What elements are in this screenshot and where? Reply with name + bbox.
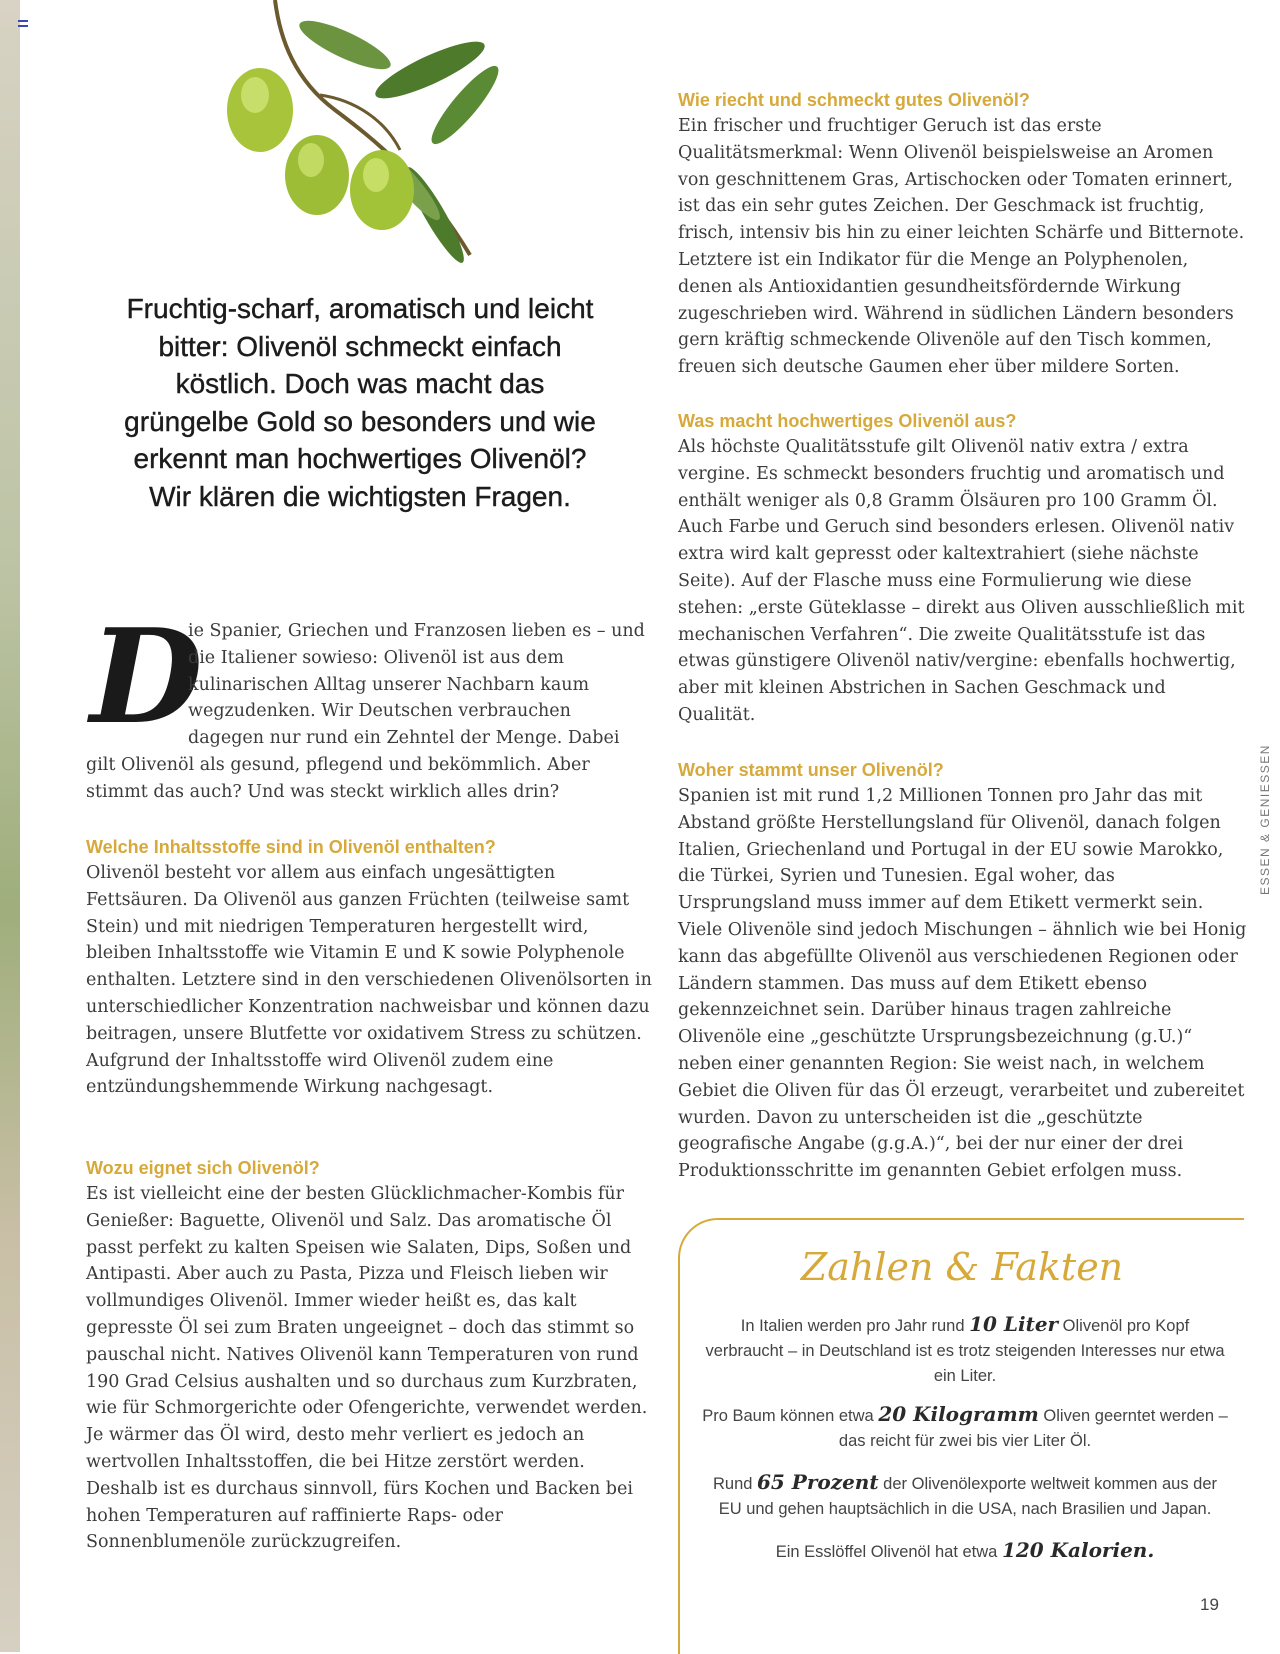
section-heading: Was macht hochwertiges Olivenöl aus? bbox=[678, 411, 1017, 431]
facts-title: Zahlen & Fakten bbox=[800, 1245, 1124, 1289]
section-taste bbox=[678, 87, 1248, 381]
section-side-label: ESSEN & GENIESSEN bbox=[1258, 744, 1272, 895]
dropcap-d bbox=[86, 600, 203, 753]
fact-highlight: 65 Prozent bbox=[757, 1470, 879, 1494]
section-quality bbox=[678, 408, 1248, 729]
fact-item: In Italien werden pro Jahr rund 10 Liter Olivenöl pro Kopf verbraucht – in Deutschland ist es trotz steigenden Interesses nur etwa ein Liter. bbox=[705, 1312, 1225, 1385]
fact-highlight: 120 Kalorien. bbox=[1001, 1538, 1155, 1562]
lead-text: ie Spanier, Griechen und Franzosen lieben es – und die Italiener sowieso: Olivenöl ist aus dem kulinarischen Alltag unserer Nachbarn kaum wegzudenken. Wir Deutschen verbrauchen dagegen nur rund ein Zehntel der Menge. Dabei gilt Olivenöl als gesund, pflegend und bekömmlich. Aber stimmt das auch? Und was steckt wirklich alles drin? bbox=[86, 621, 645, 802]
facts-box bbox=[678, 1218, 1244, 1654]
lead-paragraph bbox=[86, 600, 652, 806]
section-usage bbox=[86, 1155, 652, 1556]
section-heading: Wozu eignet sich Olivenöl? bbox=[86, 1158, 320, 1178]
section-text: Es ist vielleicht eine der besten Glücklichmacher-Kombis für Genießer: Baguette, Olivenöl und Salz. Das aromatische Öl passt perfekt zu kalten Speisen wie Salaten, Dips, Soßen und Antipasti. Aber auch zu Pasta, Pizza und Fleisch lieben wir vollmundiges Olivenöl. Immer wieder heißt es, das kalt gepresste Öl sei zum Braten ungeeignet – doch das stimmt so pauschal nicht. Natives Olivenöl kann Temperaturen von rund 190 Grad Celsius aushalten und so durchaus zum Kurzbraten, wie für Schmorgerichte oder Ofengerichte, verwendet werden. Je wärmer das Öl wird, desto mehr verliert es jedoch an wertvollen Inhaltsstoffen, die bei Hitze zerstört werden. Deshalb ist es durchaus sinnvoll, fürs Kochen und Backen bei hohen Temperaturen auf raffinierte Raps- oder Sonnenblumenöle zurückzugreifen. bbox=[86, 1184, 648, 1553]
section-text: Als höchste Qualitätsstufe gilt Olivenöl nativ extra / extra vergine. Es schmeckt besonders fruchtig und aromatisch und enthält weniger als 0,8 Gramm Ölsäuren pro 100 Gramm Öl. Auch Farbe und Geruch sind besonders erlesen. Olivenöl nativ extra wird kalt gepresst oder kaltextrahiert (siehe nächste Seite). Auf der Flasche muss eine Formulierung wie diese stehen: „erste Güteklasse – direkt aus Oliven ausschließlich mit mechanischen Verfahren“. Die zweite Qualitätsstufe ist das etwas günstigere Olivenöl nativ/vergine: ebenfalls hochwertig, aber mit kleinen Abstrichen in Sachen Geschmack und Qualität. bbox=[678, 437, 1245, 725]
section-text: Spanien ist mit rund 1,2 Millionen Tonnen pro Jahr das mit Abstand größte Herstellungsland für Olivenöl, danach folgen Italien, Griechenland und Portugal in der EU sowie Marokko, die Türkei, Syrien und Tunesien. Egal woher, das Ursprungsland muss immer auf dem Etikett vermerkt sein. Viele Olivenöle sind jedoch Mischungen – ähnlich wie bei Honig kann das abgefüllte Olivenöl aus verschiedenen Regionen oder Ländern stammen. Das muss auf dem Etikett ebenso gekennzeichnet sein. Darüber hinaus tragen zahlreiche Olivenöle eine „geschützte Ursprungsbezeichnung (g.U.)“ neben einer genannten Region: Sie weist nach, in welchem Gebiet die Oliven für das Öl erzeugt, verarbeitet und zubereitet wurden. Davon zu unterscheiden ist die „geschützte geografische Angabe (g.g.A.)“, bei der nur einer der drei Produktionsschritte im genannten Gebiet erfolgen muss. bbox=[678, 786, 1247, 1182]
fact-item: Ein Esslöffel Olivenöl hat etwa 120 Kalorien. bbox=[775, 1538, 1155, 1562]
section-heading: Woher stammt unser Olivenöl? bbox=[678, 760, 944, 780]
fact-highlight: 10 Liter bbox=[969, 1312, 1059, 1336]
section-origin bbox=[678, 757, 1248, 1185]
fact-item: Rund 65 Prozent der Olivenölexporte weltweit kommen aus der EU und gehen hauptsächlich in die USA, nach Brasilien und Japan. bbox=[712, 1470, 1217, 1518]
page-marker bbox=[18, 20, 28, 27]
section-ingredients bbox=[86, 834, 652, 1101]
page-number: 19 bbox=[1200, 1595, 1219, 1614]
photo-edge-strip bbox=[0, 0, 20, 1652]
section-heading: Welche Inhaltsstoffe sind in Olivenöl enthalten? bbox=[86, 837, 496, 857]
fact-highlight: 20 Kilogramm bbox=[878, 1402, 1039, 1426]
olive-branch-illustration bbox=[225, 0, 510, 265]
fact-item: Pro Baum können etwa 20 Kilogramm Oliven geerntet werden – das reicht für zwei bis vier Liter Öl. bbox=[702, 1402, 1228, 1450]
section-text: Ein frischer und fruchtiger Geruch ist das erste Qualitätsmerkmal: Wenn Olivenöl beispielsweise an Aromen von geschnittenem Gras, Artischocken oder Tomaten erinnert, ist das ein sehr gutes Zeichen. Der Geschmack ist fruchtig, frisch, intensiv bis hin zu einer leichten Schärfe und Bitternote. Letztere ist ein Indikator für die Menge an Polyphenolen, denen als Antioxidantien gesundheitsfördernde Wirkung zugeschrieben wird. Während in südlichen Ländern besonders gern kräftig schmeckende Olivenöle auf den Tisch kommen, freuen sich deutsche Gaumen eher über mildere Sorten. bbox=[678, 116, 1245, 378]
section-heading: Wie riecht und schmeckt gutes Olivenöl? bbox=[678, 90, 1030, 110]
section-text: Olivenöl besteht vor allem aus einfach ungesättigten Fettsäuren. Da Olivenöl aus ganzen Früchten (teilweise samt Stein) und mit niedrigen Temperaturen hergestellt wird, bleiben Inhaltsstoffe wie Vitamin E und K sowie Polyphenole enthalten. Letztere sind in den verschiedenen Olivenölsorten in unterschiedlicher Konzentration nachweisbar und können dazu beitragen, unsere Blutfette vor oxidativem Stress zu schützen. Aufgrund der Inhaltsstoffe wird Olivenöl zudem eine entzündungshemmende Wirkung nachgesagt. bbox=[86, 863, 652, 1098]
svg-text:D: D bbox=[90, 600, 203, 753]
intro-teaser: Fruchtig-scharf, aromatisch und leicht bitter: Olivenöl schmeckt einfach köstlich. Doch was macht das grüngelbe Gold so besonders und wie erkennt man hochwertiges Olivenöl? Wir klären die wichtigsten Fragen. bbox=[124, 293, 596, 512]
